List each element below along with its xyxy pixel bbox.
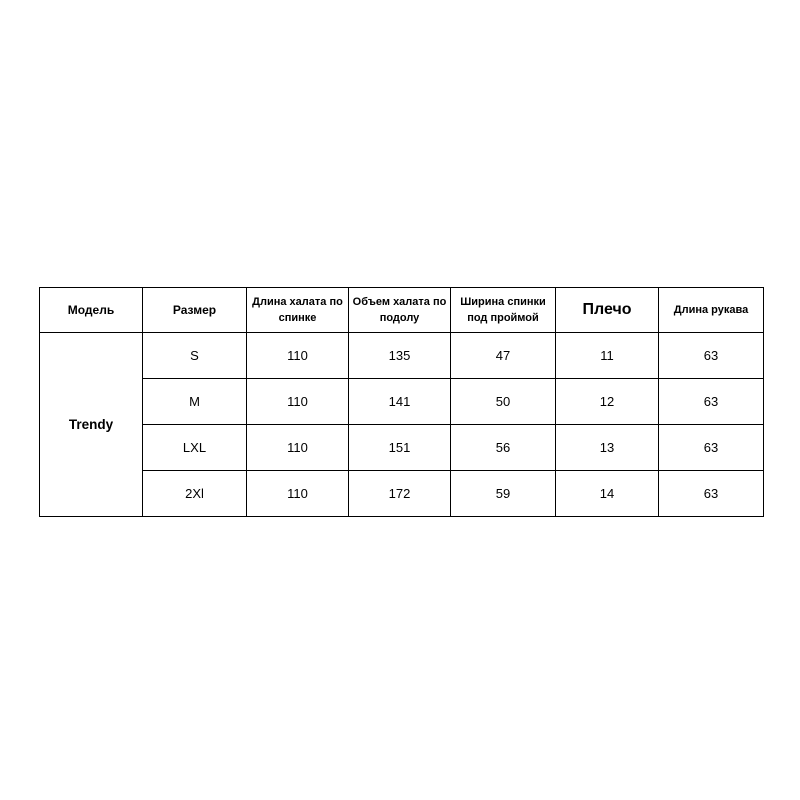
- table-row-m: [40, 379, 764, 425]
- cell-size: S: [143, 333, 247, 379]
- cell-shoulder: 13: [556, 425, 659, 471]
- cell-sleeve-length: 63: [659, 425, 764, 471]
- cell-back-length: 110: [247, 379, 349, 425]
- cell-back-length: 110: [247, 471, 349, 517]
- table-row-2xl: [40, 471, 764, 517]
- cell-back-width: 50: [451, 379, 556, 425]
- cell-back-width: 47: [451, 333, 556, 379]
- cell-back-width: 59: [451, 471, 556, 517]
- cell-hem-volume: 141: [349, 379, 451, 425]
- cell-back-length: 110: [247, 333, 349, 379]
- cell-sleeve-length: 63: [659, 379, 764, 425]
- cell-shoulder: 14: [556, 471, 659, 517]
- header-shoulder: Плечо: [556, 288, 659, 333]
- model-value-cell: Trendy: [40, 333, 143, 517]
- cell-hem-volume: 135: [349, 333, 451, 379]
- cell-shoulder: 12: [556, 379, 659, 425]
- table-row-lxl: [40, 425, 764, 471]
- header-row: [40, 288, 764, 333]
- cell-size: M: [143, 379, 247, 425]
- cell-hem-volume: 151: [349, 425, 451, 471]
- cell-sleeve-length: 63: [659, 471, 764, 517]
- header-sleeve-length: Длина рукава: [659, 288, 764, 333]
- cell-size: 2Xl: [143, 471, 247, 517]
- header-back-width: Ширина спинки под проймой: [451, 288, 556, 333]
- size-chart-table: [39, 287, 764, 517]
- cell-shoulder: 11: [556, 333, 659, 379]
- header-back-length: Длина халата по спинке: [247, 288, 349, 333]
- header-size: Размер: [143, 288, 247, 333]
- header-model: Модель: [40, 288, 143, 333]
- cell-size: LXL: [143, 425, 247, 471]
- cell-hem-volume: 172: [349, 471, 451, 517]
- table-row-s: [40, 333, 764, 379]
- header-hem-volume: Объем халата по подолу: [349, 288, 451, 333]
- cell-back-width: 56: [451, 425, 556, 471]
- cell-back-length: 110: [247, 425, 349, 471]
- cell-sleeve-length: 63: [659, 333, 764, 379]
